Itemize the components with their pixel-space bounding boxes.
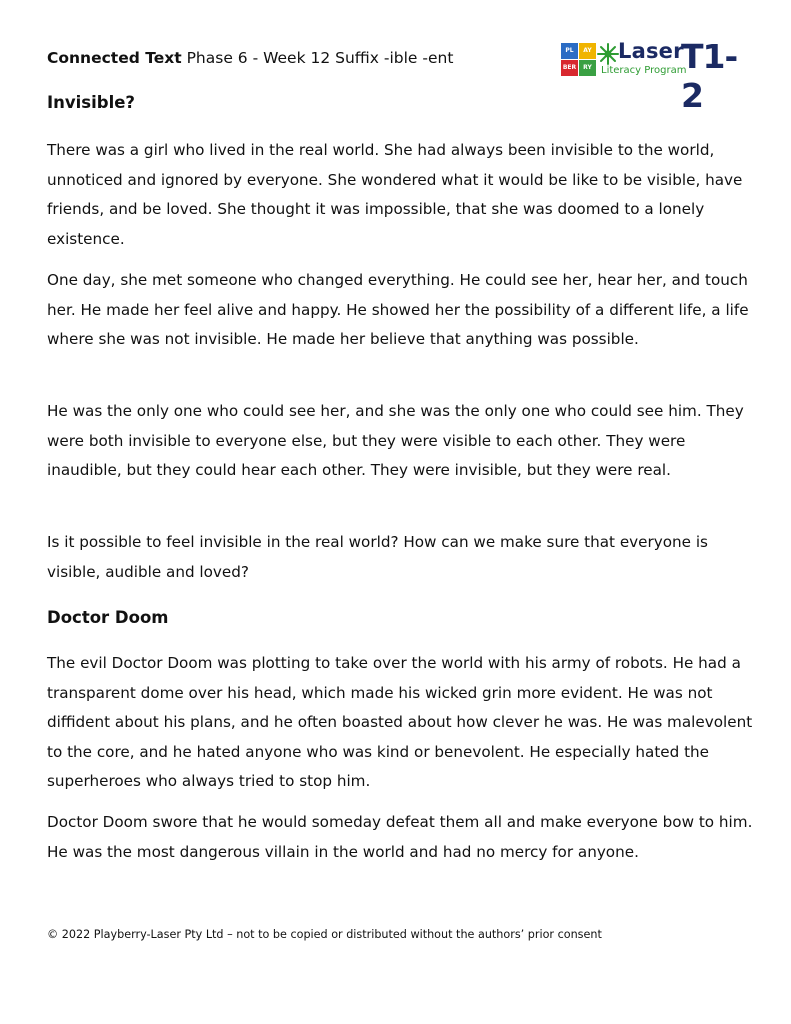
starburst-icon <box>597 43 619 65</box>
laser-logo <box>561 37 746 115</box>
story1-paragraph: There was a girl who lived in the real world. She had always been invisible to the world, unnoticed and ignored by everyone. She wondered what it would be like to be visible, have friends, and be loved. She thought it was impossible, that she was doomed to a lonely existence. <box>47 141 743 248</box>
logo-tile: BER <box>561 60 578 76</box>
logo-tile: AY <box>579 43 596 59</box>
story-title-invisible: Invisible? <box>47 93 136 112</box>
header-subtitle: Phase 6 - Week 12 Suffix -ible -ent <box>181 49 454 67</box>
logo-laser-text: Laser <box>618 39 684 63</box>
page-header <box>47 48 453 68</box>
header-label: Connected Text <box>47 49 182 67</box>
story-title-doctor-doom: Doctor Doom <box>47 608 169 627</box>
logo-level-text: T1-2 <box>681 37 738 115</box>
story1-paragraph: One day, she met someone who changed everything. He could see her, hear her, and touch her. He made her feel alive and happy. He showed her the possibility of a different life, a life where she was not invisible. He made her believe that anything was possible. <box>47 271 749 348</box>
story1-paragraph: He was the only one who could see her, and she was the only one who could see him. They were both invisible to everyone else, but they were visible to each other. They were inaudible, but they could hear each other. They were invisible, but they were real. <box>47 402 744 479</box>
playberry-tiles-icon <box>561 43 597 76</box>
story2-paragraph: The evil Doctor Doom was plotting to take over the world with his army of robots. He had a transparent dome over his head, which made his wicked grin more evident. He was not diffident about his plans, and he often boasted about how clever he was. He was malevolent to the core, and he hated anyone who was kind or benevolent. He especially hated the superheroes who always tried to stop him. <box>47 654 753 790</box>
copyright-footer: © 2022 Playberry-Laser Pty Ltd – not to be copied or distributed without the authors’ prior consent <box>47 928 602 941</box>
logo-tile: PL <box>561 43 578 59</box>
story1-question: Is it possible to feel invisible in the real world? How can we make sure that everyone is visible, audible and loved? <box>47 533 708 581</box>
story2-paragraph: Doctor Doom swore that he would someday defeat them all and make everyone bow to him. He was the most dangerous villain in the world and had no mercy for anyone. <box>47 813 753 861</box>
logo-literacy-text: Literacy Program <box>601 65 687 76</box>
logo-tile: RY <box>579 60 596 76</box>
